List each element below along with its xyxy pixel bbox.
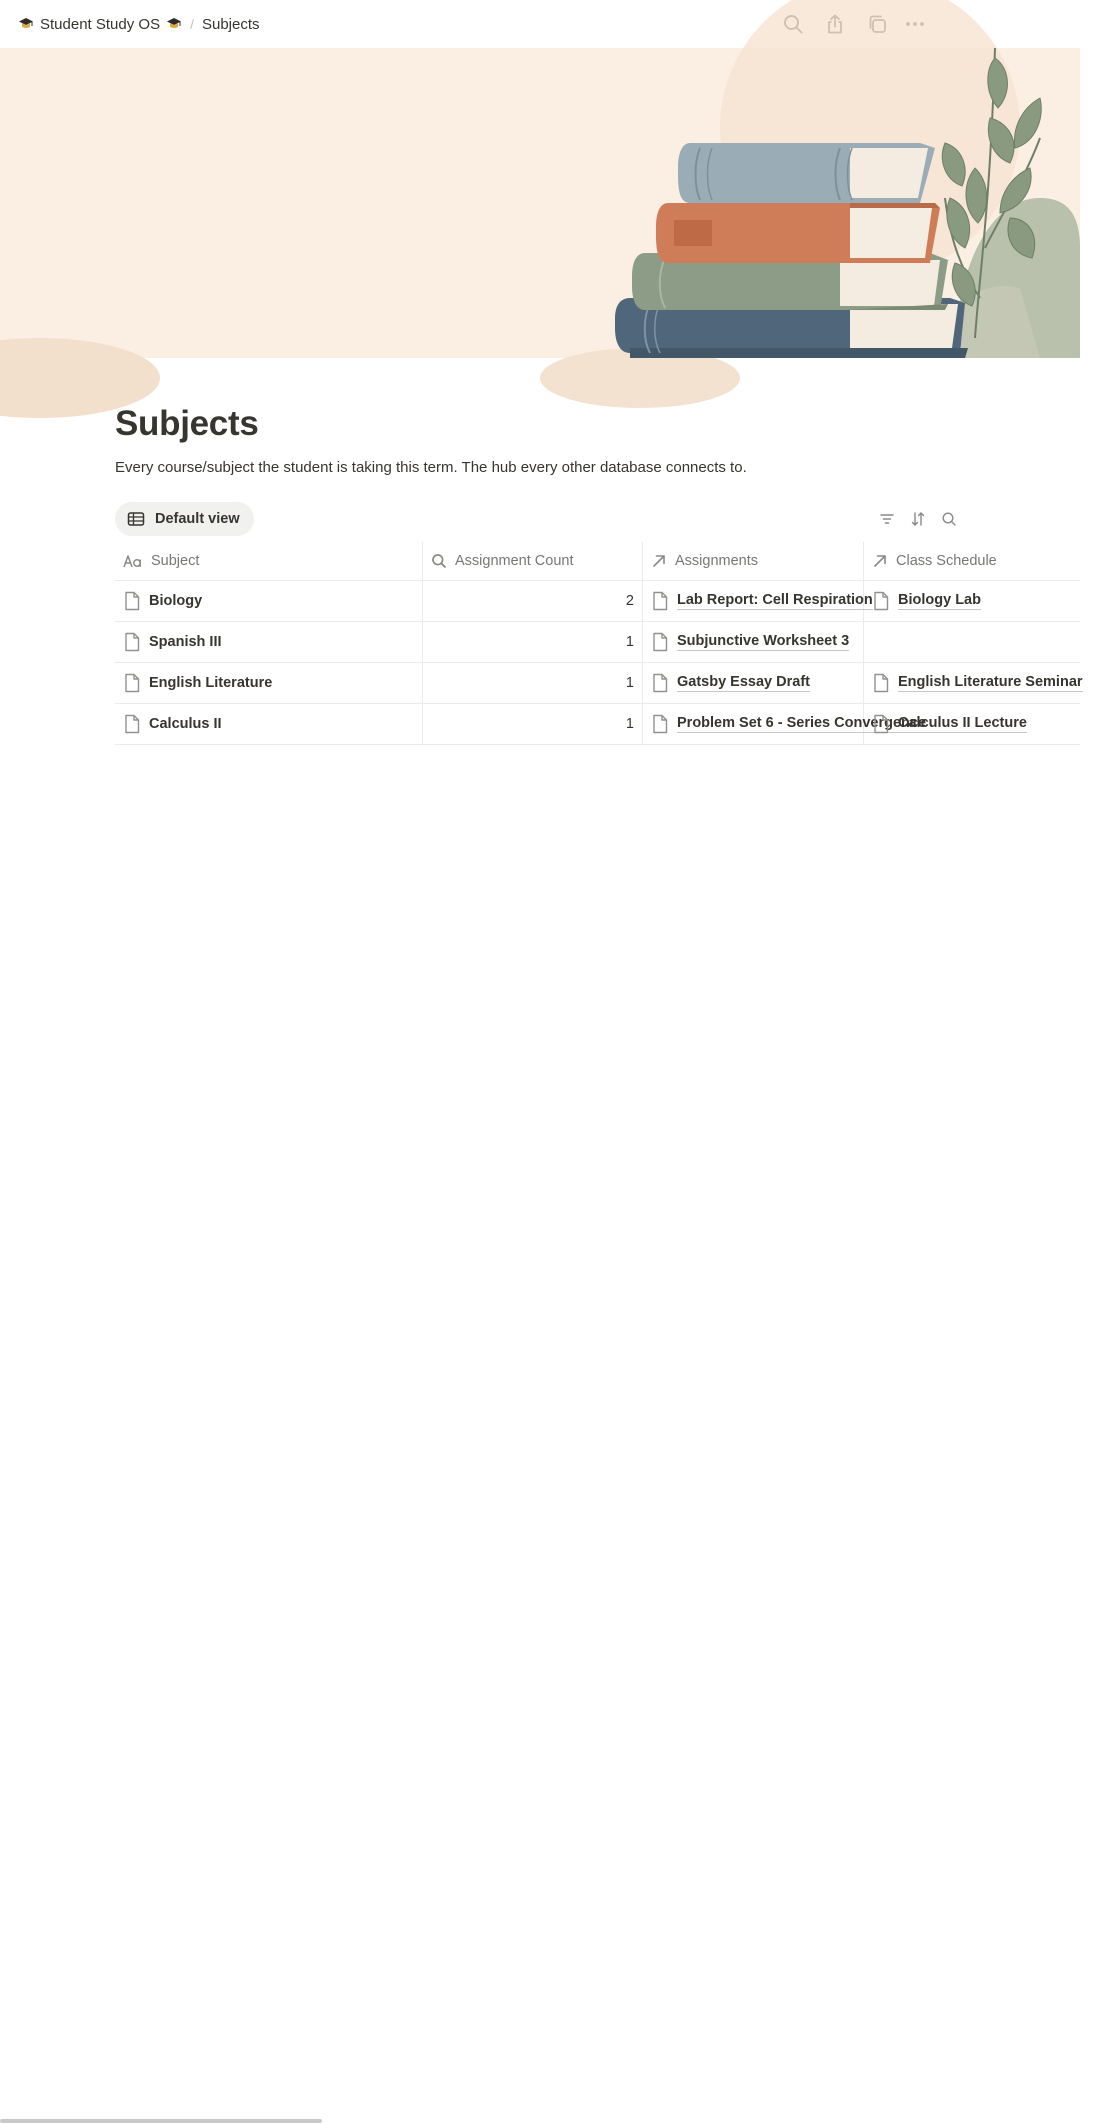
breadcrumb-workspace[interactable]	[18, 16, 182, 33]
page-icon	[123, 632, 141, 652]
subject-cell[interactable]	[115, 704, 423, 744]
sort-button[interactable]	[905, 506, 931, 532]
column-header-assignment-count[interactable]	[423, 542, 643, 580]
column-header-label: Subject	[151, 553, 200, 569]
assignments-cell[interactable]	[643, 581, 873, 621]
text-property-icon	[123, 554, 143, 568]
table-row[interactable]	[115, 581, 1080, 622]
page-icon	[651, 714, 669, 734]
subject-cell[interactable]	[115, 622, 423, 662]
filter-button[interactable]	[874, 506, 900, 532]
assignments-cell[interactable]	[643, 663, 864, 703]
view-tab-label: Default view	[155, 511, 240, 527]
breadcrumb-workspace-label: Student Study OS	[40, 15, 161, 33]
breadcrumb-page-label: Subjects	[201, 15, 260, 33]
page-title[interactable]: Subjects	[115, 404, 259, 443]
page-icon	[872, 714, 890, 734]
search-icon	[941, 511, 957, 527]
page-icon	[872, 673, 890, 693]
class-schedule-link[interactable]: English Literature Seminar	[898, 674, 1083, 690]
rollup-search-icon	[431, 553, 447, 569]
class-schedule-cell[interactable]	[864, 663, 1094, 703]
column-header-label: Assignments	[675, 553, 759, 569]
table-row[interactable]	[115, 622, 1080, 663]
relation-arrow-icon	[651, 553, 667, 569]
assignment-link[interactable]: Problem Set 6 - Series Convergence	[677, 715, 927, 731]
breadcrumb-separator: /	[190, 16, 194, 32]
assignment-link[interactable]: Subjunctive Worksheet 3	[677, 633, 850, 649]
page-description[interactable]: Every course/subject the student is taking this term. The hub every other database connects to.	[115, 459, 747, 476]
subject-cell[interactable]	[115, 581, 423, 621]
class-schedule-link[interactable]: Biology Lab	[898, 592, 981, 608]
subject-title: Calculus II	[149, 716, 222, 732]
column-header-label: Assignment Count	[455, 553, 574, 569]
table-view-icon	[127, 510, 145, 528]
subject-title: Spanish III	[149, 634, 222, 650]
view-tab-default[interactable]	[115, 502, 254, 536]
page-icon	[123, 591, 141, 611]
assignments-cell[interactable]	[643, 622, 864, 662]
class-schedule-link[interactable]: Calculus II Lecture	[898, 715, 1027, 731]
page-icon	[123, 714, 141, 734]
table-row[interactable]	[115, 704, 1080, 745]
filter-icon	[879, 511, 895, 527]
subjects-table	[115, 541, 1083, 744]
page-cover	[0, 48, 1080, 358]
assignment-count-cell[interactable]: 2	[423, 581, 643, 621]
assignment-link[interactable]: Lab Report: Cell Respiration	[677, 592, 873, 608]
page-icon	[123, 673, 141, 693]
subject-title: Biology	[149, 593, 203, 609]
table-row[interactable]	[115, 663, 1083, 704]
page-icon	[651, 673, 669, 693]
table-header-row	[115, 541, 1080, 581]
page-icon	[651, 632, 669, 652]
assignment-count-cell[interactable]: 1	[423, 663, 643, 703]
assignment-count-cell[interactable]: 1	[423, 622, 643, 662]
page-icon	[651, 591, 669, 611]
column-header-label: Class Schedule	[896, 553, 997, 569]
assignment-count-cell[interactable]: 1	[423, 704, 643, 744]
subject-cell[interactable]	[115, 663, 423, 703]
graduation-cap-icon	[166, 16, 182, 32]
class-schedule-cell[interactable]	[864, 704, 1094, 744]
graduation-cap-icon	[18, 16, 34, 32]
books-and-plant-illustration	[0, 48, 1080, 358]
column-header-assignments[interactable]	[643, 542, 864, 580]
assignment-link[interactable]: Gatsby Essay Draft	[677, 674, 810, 690]
assignments-cell[interactable]	[643, 704, 927, 744]
class-schedule-cell[interactable]	[864, 622, 1094, 662]
horizontal-scrollbar[interactable]	[0, 2119, 322, 2123]
breadcrumb-page[interactable]	[202, 16, 260, 33]
subject-title: English Literature	[149, 675, 273, 691]
sort-icon	[910, 511, 926, 527]
relation-arrow-icon	[872, 553, 888, 569]
table-search-button[interactable]	[936, 506, 962, 532]
class-schedule-cell[interactable]	[864, 581, 1094, 621]
page-icon	[872, 591, 890, 611]
column-header-subject[interactable]	[115, 542, 423, 580]
breadcrumb	[18, 0, 260, 48]
column-header-class-schedule[interactable]	[864, 542, 1094, 580]
